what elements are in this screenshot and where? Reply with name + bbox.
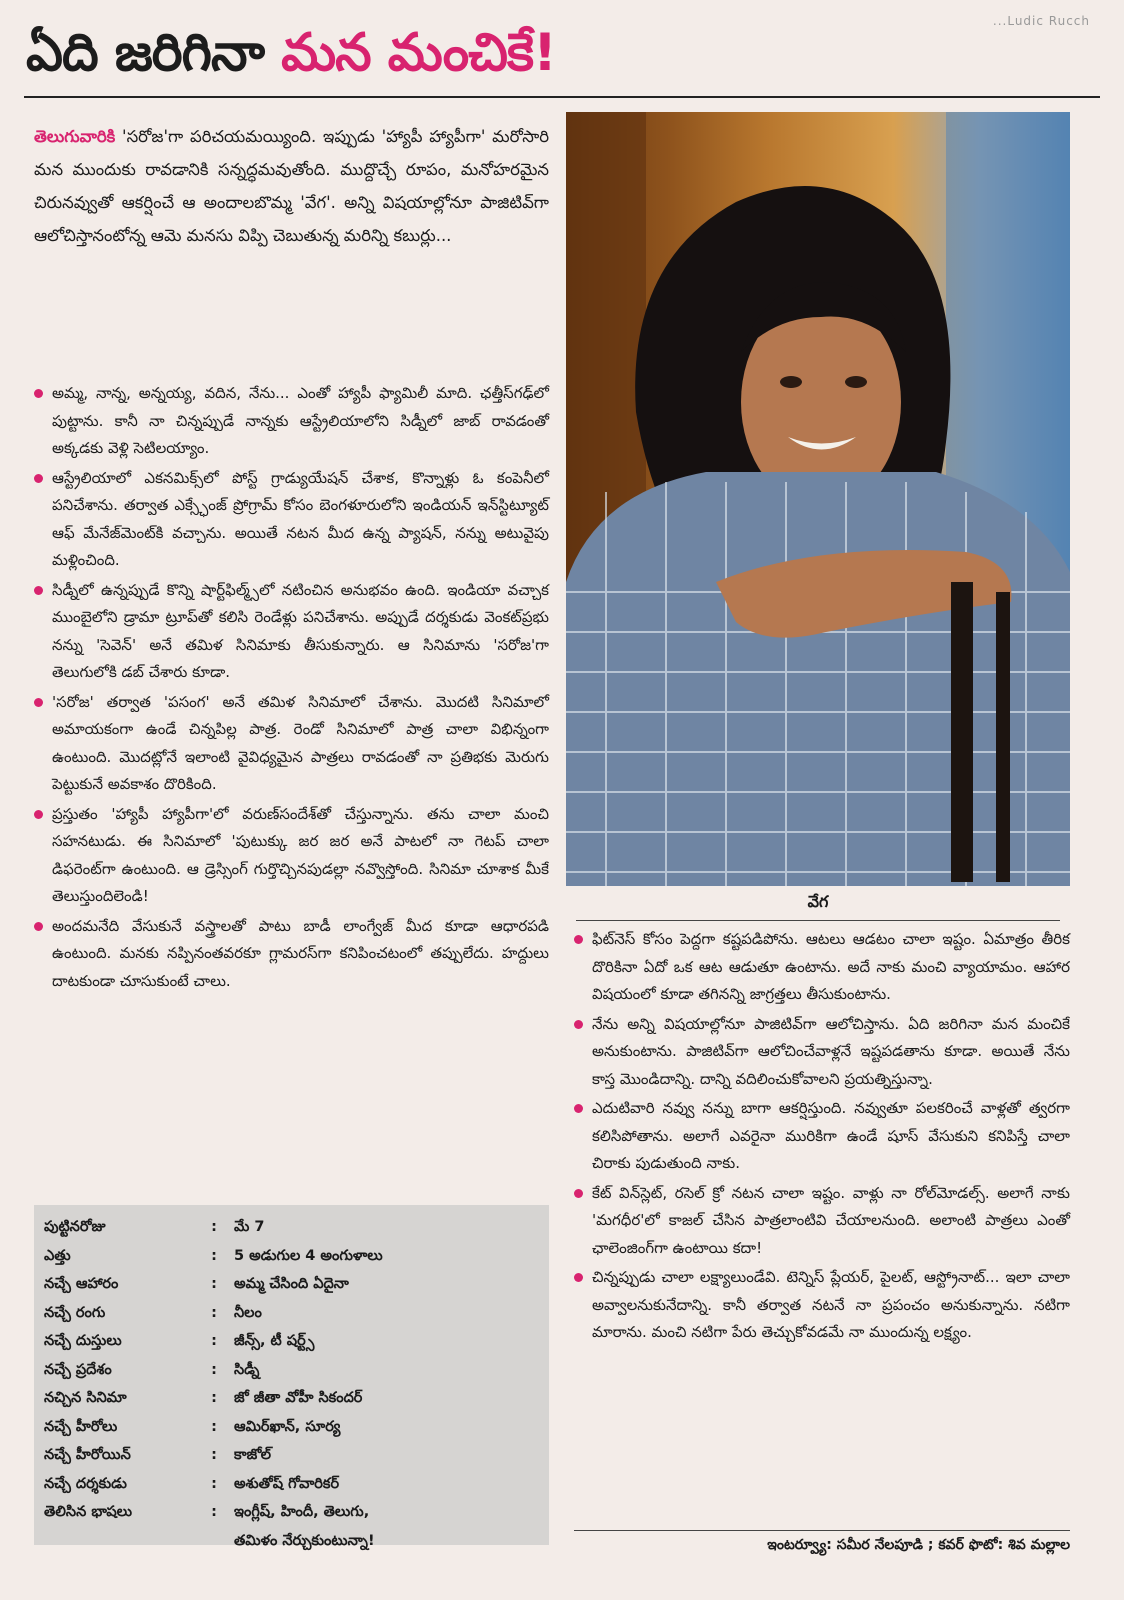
fact-separator: : [211,1475,217,1492]
fact-value: 5 అడుగుల 4 అంగుళాలు [234,1247,383,1264]
credit-divider [574,1530,1070,1531]
credit-line: ఇంటర్వ్యూ: సమీర నేలపూడి ; కవర్ ఫొటో: శివ మల్లాల [767,1537,1070,1553]
fact-value: ఆమిర్‌ఖాన్, సూర్య [234,1418,341,1435]
bullet-dot-icon [34,389,43,398]
fact-separator: : [211,1390,217,1406]
list-item [34,380,549,463]
fact-key: నచ్చే రంగు [44,1304,106,1321]
headline-part-1: ఏది జరిగినా [26,23,282,83]
fact-separator [194,1527,234,1556]
bullet-dot-icon [34,810,43,819]
fact-separator: : [211,1418,217,1435]
fact-row [34,1327,549,1356]
fact-row [34,1470,549,1499]
fact-separator: : [211,1333,217,1349]
fact-row [34,1527,549,1556]
headline-part-2: మన మంచికే! [281,23,556,83]
page-title [26,18,556,88]
fact-separator: : [211,1219,217,1235]
fact-row [34,1413,549,1442]
lead-paragraph [34,120,549,252]
fact-value: కాజోల్ [234,1447,272,1463]
page-corner-text: ...Ludic Rucch [992,14,1090,28]
bullet-text: చిన్నప్పుడు చాలా లక్ష్యాలుండేవి. టెన్నిస్ ప్లేయర్, పైలట్, ఆస్ట్రోనాట్... ఇలా చాలా అవ్వాలనుకునేదాన్ని. కానీ తర్వాత నటనే నా ప్రపంచం అనుకున్నాను. నటిగా మారాను. మంచి నటిగా పేరు తెచ్చుకోవడమే నా ముందున్న లక్ష్యం. [592,1268,1070,1341]
bullet-text: అమ్మ, నాన్న, అన్నయ్య, వదిన, నేను... ఎంతో హ్యాపీ ఫ్యామిలీ మాది. ఛత్తీస్‌గఢ్‌లో పుట్టాను. కానీ నా చిన్నప్పుడే నాన్నకు ఆస్ట్రేలియాలోని సిడ్నీలో జాబ్ రావడంతో అక్కడకు వెళ్లి సెటిలయ్యాం. [52,384,549,457]
list-item [34,801,549,911]
bullet-dot-icon [574,1104,583,1113]
lead-highlight: తెలుగువారికి [34,127,116,146]
lead-text: 'సరోజ'గా పరిచయమయ్యింది. ఇప్పుడు 'హ్యాపీ హ్యాపీగా' మరోసారి మన ముందుకు రావడానికి సన్నద్ధమవుతోంది. ముద్దొచ్చే రూపం, మనోహరమైన చిరునవ్వుతో ఆకర్షించే ఆ అందాలబొమ్మ 'వేగ'. అన్ని విషయాల్లోనూ పాజిటివ్‌గా ఆలోచిస్తానంటోన్న ఆమె మనసు విప్పి చెబుతున్న మరిన్ని కబుర్లు... [34,127,549,245]
fact-row [34,1441,549,1470]
fact-key: తెలిసిన భాషలు [44,1504,133,1520]
portrait-photo [566,112,1070,886]
list-item [574,926,1070,1009]
fact-value: జో జీతా వోహీ సికందర్ [234,1390,363,1406]
bullet-text: ఫిట్‌నెస్ కోసం పెద్దగా కష్టపడిపోను. ఆటలు ఆడటం చాలా ఇష్టం. ఏమాత్రం తీరిక దొరికినా ఏదో ఒక ఆట ఆడుతూ ఉంటాను. అదే నాకు మంచి వ్యాయామం. ఆహార విషయంలో కూడా తగినన్ని జాగ్రత్తలు తీసుకుంటాను. [592,930,1070,1003]
fact-separator: : [211,1361,217,1378]
bullet-dot-icon [34,586,43,595]
fact-row [34,1356,549,1385]
fact-value: నీలం [234,1304,262,1321]
list-item [34,577,549,687]
fact-row [34,1299,549,1328]
bullet-dot-icon [574,1189,583,1198]
fact-key: ఎత్తు [44,1247,71,1264]
fact-separator: : [211,1247,217,1264]
bullet-text: కేట్ విన్‌స్లెట్, రసెల్ క్రో నటన చాలా ఇష్టం. వాళ్లు నా రోల్‌మోడల్స్. అలాగే నాకు 'మగధీర'లో కాజల్ చేసిన పాత్రలాంటివి చేయాలనుంది. అలాంటి పాత్రలు ఎంతో ఛాలెంజింగ్‌గా ఉంటాయి కదా! [592,1183,1070,1257]
list-item [574,1095,1070,1178]
photo-caption: వేగ [807,892,829,911]
bullet-text: అందమనేది వేసుకునే వస్త్రాలతో పాటు బాడీ లాంగ్వేజ్ మీద కూడా ఆధారపడి ఉంటుంది. మనకు నప్పినంతవరకూ గ్లామరస్‌గా కనిపించటంలో తప్పులేదు. హద్దులు దాటకుండా చూసుకుంటే చాలు. [52,916,549,990]
bullet-text: నేను అన్ని విషయాల్లోనూ పాజిటివ్‌గా ఆలోచిస్తాను. ఏది జరిగినా మన మంచికే అనుకుంటాను. పాజిటివ్‌గా ఆలోచించేవాళ్లనే ఇష్టపడతాను కూడా. అయితే నేను కాస్త మొండిదాన్ని. దాన్ని వదిలించుకోవాలని ప్రయత్నిస్తున్నా. [592,1014,1070,1088]
fact-key: నచ్చిన సినిమా [44,1390,127,1406]
fact-key: నచ్చే దుస్తులు [44,1333,122,1349]
bullet-text: ఆస్ట్రేలియాలో ఎకనమిక్స్‌లో పోస్ట్ గ్రాడ్యుయేషన్ చేశాక, కొన్నాళ్లు ఓ కంపెనీలో పనిచేశాను. తర్వాత ఎక్స్ఛేంజ్ ప్రోగ్రామ్ కోసం బెంగళూరులోని ఇండియన్ ఇన్‌స్టిట్యూట్ ఆఫ్ మేనేజ్‌మెంట్‌కి వచ్చాను. అయితే నటన మీద ఉన్న ప్యాషన్, నన్ను అటువైపు మళ్లించింది. [52,468,549,569]
fact-value: మే 7 [234,1219,265,1235]
fact-separator: : [211,1304,217,1321]
fact-value: ఇంగ్లీష్, హిందీ, తెలుగు, [234,1504,370,1520]
headline-divider [24,96,1100,98]
fact-key: నచ్చే హీరోయిన్ [44,1447,131,1463]
list-item [574,1011,1070,1094]
fact-key: నచ్చే ఆహారం [44,1276,119,1292]
bullet-text: సిడ్నీలో ఉన్నప్పుడే కొన్ని షార్ట్‌ఫిల్మ్స్‌లో నటించిన అనుభవం ఉంది. ఇండియా వచ్చాక ముంబైలోని డ్రామా ట్రూప్‌తో కలిసి రెండేళ్లు పనిచేశాను. అప్పుడే దర్శకుడు వెంకట్‌ప్రభు నన్ను 'సెవెన్' అనే తమిళ సినిమాకు తీసుకున్నారు. ఆ సినిమాను 'సరోజ'గా తెలుగులోకి డబ్ చేశారు కూడా. [52,580,549,681]
profile-facts-box [34,1205,549,1549]
list-item [34,689,549,799]
fact-value: అశుతోష్ గోవారికర్ [234,1475,340,1492]
bullet-text: ఎదుటివారి నవ్వు నన్ను బాగా ఆకర్షిస్తుంది. నవ్వుతూ పలకరించే వాళ్లతో త్వరగా కలిసిపోతాను. అలాగే ఎవరైనా మురికిగా ఉండే షూస్ వేసుకుని కనిపిస్తే చాలా చిరాకు పుడుతుంది నాకు. [592,1099,1070,1172]
bullet-dot-icon [574,1273,583,1282]
fact-separator: : [211,1276,217,1292]
fact-key: నచ్చే ప్రదేశం [44,1361,112,1378]
fact-row [34,1213,549,1242]
bullet-dot-icon [34,922,43,931]
bullet-dot-icon [34,474,43,483]
fact-value: జీన్స్, టీ షర్ట్స్ [234,1333,315,1349]
list-item [34,913,549,996]
fact-separator: : [211,1447,217,1463]
portrait-illustration [566,112,1070,886]
bullet-text: 'సరోజ' తర్వాత 'పసంగ' అనే తమిళ సినిమాలో చేశాను. మొదటి సినిమాలో అమాయకంగా ఉండే చిన్నపిల్ల పాత్ర. రెండో సినిమాలో పాత్ర చాలా విభిన్నంగా ఉంటుంది. మొదట్లోనే ఇలాంటి వైవిధ్యమైన పాత్రలు రావడంతో నా ప్రతిభకు మెరుగు పెట్టుకునే అవకాశం దొరికింది. [52,692,549,793]
list-item [34,465,549,575]
fact-value: అమ్మ చేసింది ఏదైనా [234,1276,349,1292]
bullet-text: ప్రస్తుతం 'హ్యాపీ హ్యాపీగా'లో వరుణ్‌సందేశ్‌తో చేస్తున్నాను. తను చాలా మంచి సహనటుడు. ఈ సినిమాలో 'పుటుక్కు జర జర అనే పాటలో నా గెటప్ చాలా డిఫరెంట్‌గా ఉంటుంది. ఆ డ్రెస్సింగ్ గుర్తొచ్చినపుడల్లా నవ్వొస్తోంది. సినిమా చూశాక మీకే తెలుస్తుందిలెండి! [52,804,549,905]
list-item [574,1264,1070,1347]
fact-row [34,1384,549,1413]
list-item [574,1180,1070,1263]
caption-divider [576,920,1060,921]
bullet-dot-icon [34,698,43,707]
fact-row [34,1270,549,1299]
bullet-dot-icon [574,935,583,944]
bullet-dot-icon [574,1020,583,1029]
fact-separator: : [211,1504,217,1520]
fact-row [34,1498,549,1527]
fact-key [34,1527,194,1556]
left-bullet-list [34,380,549,997]
fact-key: నచ్చే దర్శకుడు [44,1475,127,1492]
fact-value: తమిళం నేర్చుకుంటున్నా! [234,1532,375,1549]
fact-key: నచ్చే హీరోలు [44,1418,118,1435]
fact-key: పుట్టినరోజు [44,1219,106,1235]
fact-row [34,1242,549,1271]
fact-value: సిడ్నీ [234,1361,260,1378]
right-bullet-list [574,926,1070,1349]
